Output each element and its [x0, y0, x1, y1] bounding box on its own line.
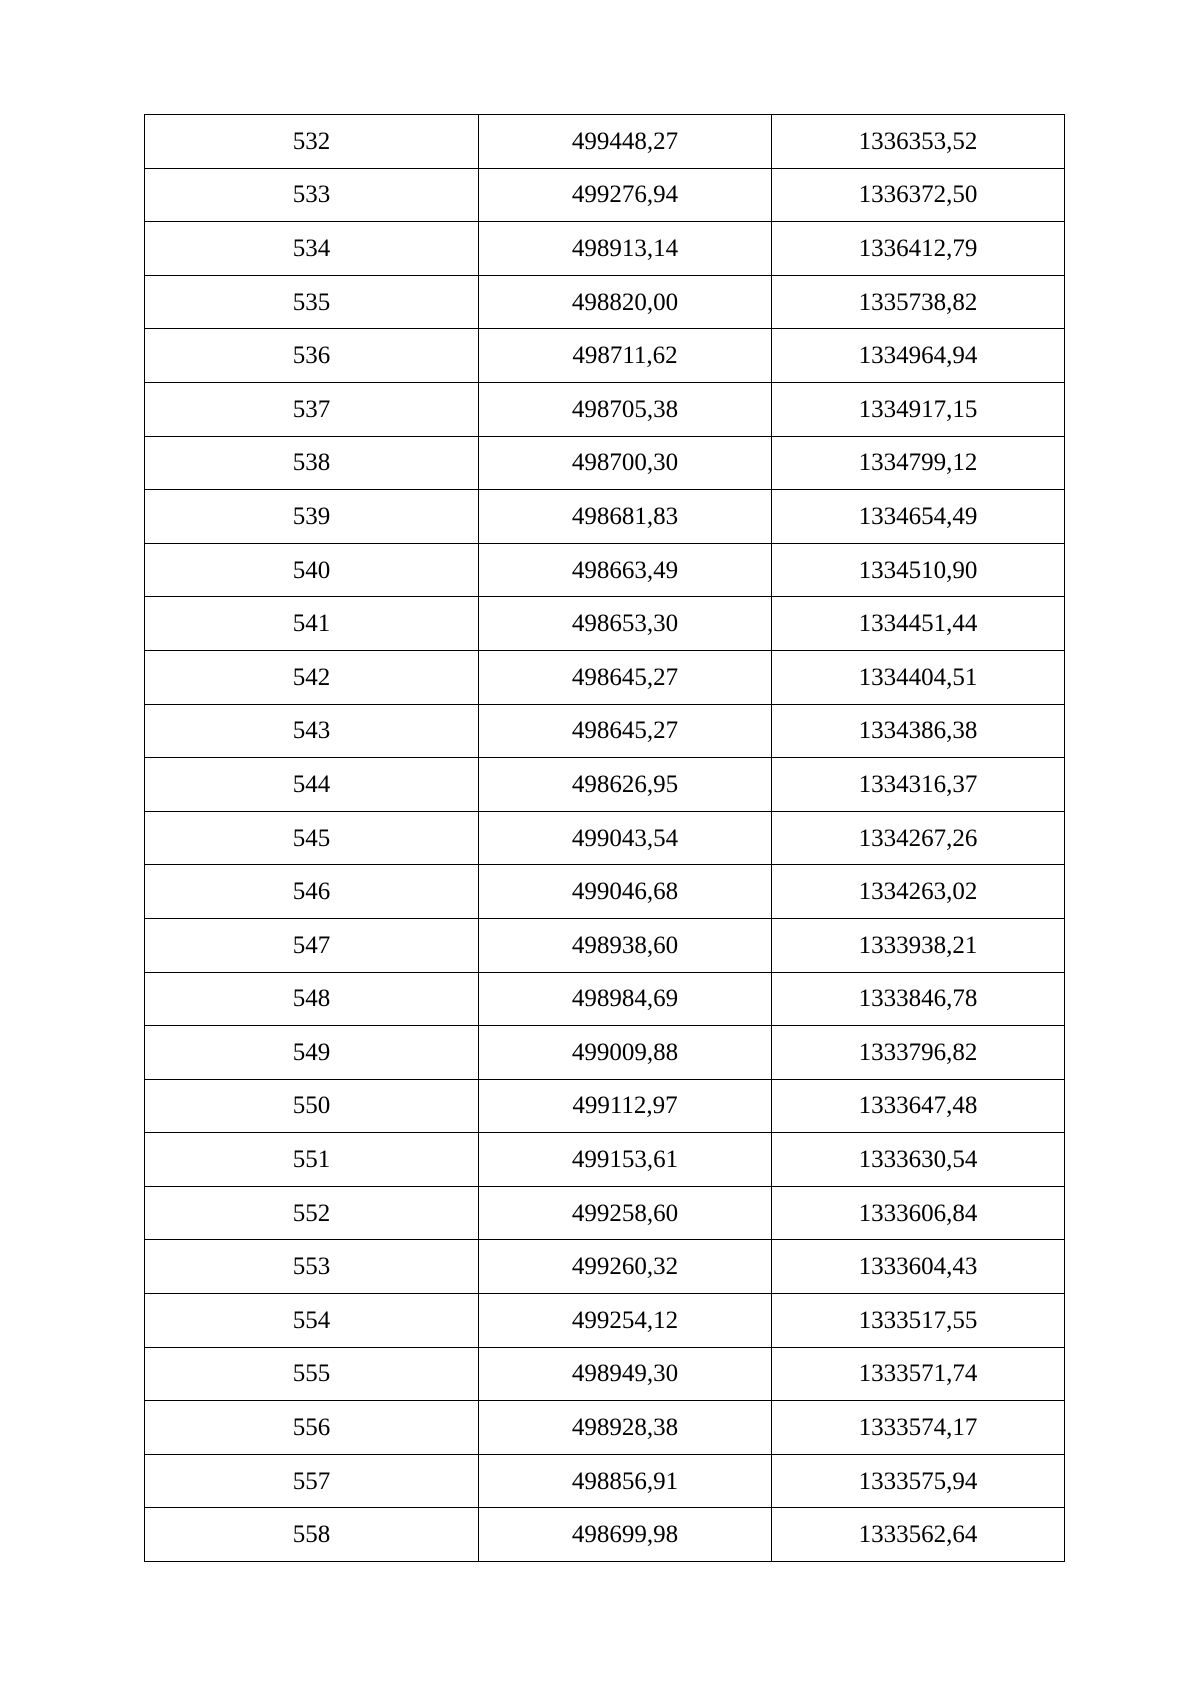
x-coordinate-cell: 498645,27 — [479, 650, 772, 704]
coordinates-table-body — [145, 115, 1065, 1562]
y-coordinate-cell: 1334510,90 — [772, 543, 1065, 597]
y-coordinate-cell: 1334654,49 — [772, 490, 1065, 544]
y-coordinate-cell: 1334451,44 — [772, 597, 1065, 651]
y-coordinate-cell: 1335738,82 — [772, 275, 1065, 329]
y-coordinate-cell: 1334917,15 — [772, 382, 1065, 436]
x-coordinate-cell: 499009,88 — [479, 1026, 772, 1080]
point-number-cell: 549 — [145, 1026, 479, 1080]
x-coordinate-cell: 498856,91 — [479, 1454, 772, 1508]
table-row — [145, 222, 1065, 276]
point-number-cell: 539 — [145, 490, 479, 544]
x-coordinate-cell: 498653,30 — [479, 597, 772, 651]
y-coordinate-cell: 1333846,78 — [772, 972, 1065, 1026]
table-row — [145, 1186, 1065, 1240]
table-row — [145, 597, 1065, 651]
y-coordinate-cell: 1333604,43 — [772, 1240, 1065, 1294]
point-number-cell: 555 — [145, 1347, 479, 1401]
x-coordinate-cell: 498820,00 — [479, 275, 772, 329]
y-coordinate-cell: 1333647,48 — [772, 1079, 1065, 1133]
table-row — [145, 490, 1065, 544]
table-row — [145, 543, 1065, 597]
table-row — [145, 758, 1065, 812]
point-number-cell: 547 — [145, 918, 479, 972]
x-coordinate-cell: 498663,49 — [479, 543, 772, 597]
x-coordinate-cell: 498949,30 — [479, 1347, 772, 1401]
x-coordinate-cell: 498938,60 — [479, 918, 772, 972]
table-row — [145, 1347, 1065, 1401]
y-coordinate-cell: 1333517,55 — [772, 1294, 1065, 1348]
point-number-cell: 558 — [145, 1508, 479, 1562]
x-coordinate-cell: 498928,38 — [479, 1401, 772, 1455]
point-number-cell: 546 — [145, 865, 479, 919]
table-row — [145, 115, 1065, 169]
point-number-cell: 533 — [145, 168, 479, 222]
y-coordinate-cell: 1334964,94 — [772, 329, 1065, 383]
y-coordinate-cell: 1334263,02 — [772, 865, 1065, 919]
table-row — [145, 329, 1065, 383]
point-number-cell: 532 — [145, 115, 479, 169]
point-number-cell: 536 — [145, 329, 479, 383]
x-coordinate-cell: 499153,61 — [479, 1133, 772, 1187]
point-number-cell: 552 — [145, 1186, 479, 1240]
y-coordinate-cell: 1333562,64 — [772, 1508, 1065, 1562]
y-coordinate-cell: 1336372,50 — [772, 168, 1065, 222]
coordinates-table — [144, 114, 1065, 1562]
y-coordinate-cell: 1333796,82 — [772, 1026, 1065, 1080]
table-row — [145, 1508, 1065, 1562]
point-number-cell: 534 — [145, 222, 479, 276]
table-row — [145, 1133, 1065, 1187]
table-row — [145, 811, 1065, 865]
table-row — [145, 1079, 1065, 1133]
x-coordinate-cell: 499260,32 — [479, 1240, 772, 1294]
point-number-cell: 554 — [145, 1294, 479, 1348]
point-number-cell: 542 — [145, 650, 479, 704]
point-number-cell: 550 — [145, 1079, 479, 1133]
table-row — [145, 865, 1065, 919]
table-row — [145, 972, 1065, 1026]
y-coordinate-cell: 1334404,51 — [772, 650, 1065, 704]
table-row — [145, 650, 1065, 704]
y-coordinate-cell: 1333575,94 — [772, 1454, 1065, 1508]
x-coordinate-cell: 498681,83 — [479, 490, 772, 544]
table-row — [145, 436, 1065, 490]
table-row — [145, 168, 1065, 222]
x-coordinate-cell: 498700,30 — [479, 436, 772, 490]
table-row — [145, 1240, 1065, 1294]
x-coordinate-cell: 498984,69 — [479, 972, 772, 1026]
point-number-cell: 551 — [145, 1133, 479, 1187]
x-coordinate-cell: 499258,60 — [479, 1186, 772, 1240]
x-coordinate-cell: 499276,94 — [479, 168, 772, 222]
x-coordinate-cell: 499112,97 — [479, 1079, 772, 1133]
y-coordinate-cell: 1333938,21 — [772, 918, 1065, 972]
point-number-cell: 540 — [145, 543, 479, 597]
table-row — [145, 918, 1065, 972]
point-number-cell: 544 — [145, 758, 479, 812]
x-coordinate-cell: 498913,14 — [479, 222, 772, 276]
x-coordinate-cell: 498705,38 — [479, 382, 772, 436]
y-coordinate-cell: 1333574,17 — [772, 1401, 1065, 1455]
y-coordinate-cell: 1336412,79 — [772, 222, 1065, 276]
x-coordinate-cell: 499448,27 — [479, 115, 772, 169]
x-coordinate-cell: 498699,98 — [479, 1508, 772, 1562]
table-row — [145, 1454, 1065, 1508]
table-row — [145, 704, 1065, 758]
y-coordinate-cell: 1333571,74 — [772, 1347, 1065, 1401]
point-number-cell: 556 — [145, 1401, 479, 1455]
point-number-cell: 543 — [145, 704, 479, 758]
y-coordinate-cell: 1334799,12 — [772, 436, 1065, 490]
table-row — [145, 1026, 1065, 1080]
table-row — [145, 1401, 1065, 1455]
point-number-cell: 553 — [145, 1240, 479, 1294]
point-number-cell: 557 — [145, 1454, 479, 1508]
point-number-cell: 541 — [145, 597, 479, 651]
x-coordinate-cell: 499254,12 — [479, 1294, 772, 1348]
point-number-cell: 545 — [145, 811, 479, 865]
x-coordinate-cell: 498645,27 — [479, 704, 772, 758]
point-number-cell: 538 — [145, 436, 479, 490]
y-coordinate-cell: 1333606,84 — [772, 1186, 1065, 1240]
table-row — [145, 382, 1065, 436]
x-coordinate-cell: 498711,62 — [479, 329, 772, 383]
y-coordinate-cell: 1334316,37 — [772, 758, 1065, 812]
point-number-cell: 535 — [145, 275, 479, 329]
y-coordinate-cell: 1333630,54 — [772, 1133, 1065, 1187]
point-number-cell: 537 — [145, 382, 479, 436]
table-row — [145, 275, 1065, 329]
y-coordinate-cell: 1334386,38 — [772, 704, 1065, 758]
y-coordinate-cell: 1336353,52 — [772, 115, 1065, 169]
table-row — [145, 1294, 1065, 1348]
x-coordinate-cell: 498626,95 — [479, 758, 772, 812]
x-coordinate-cell: 499043,54 — [479, 811, 772, 865]
point-number-cell: 548 — [145, 972, 479, 1026]
x-coordinate-cell: 499046,68 — [479, 865, 772, 919]
y-coordinate-cell: 1334267,26 — [772, 811, 1065, 865]
